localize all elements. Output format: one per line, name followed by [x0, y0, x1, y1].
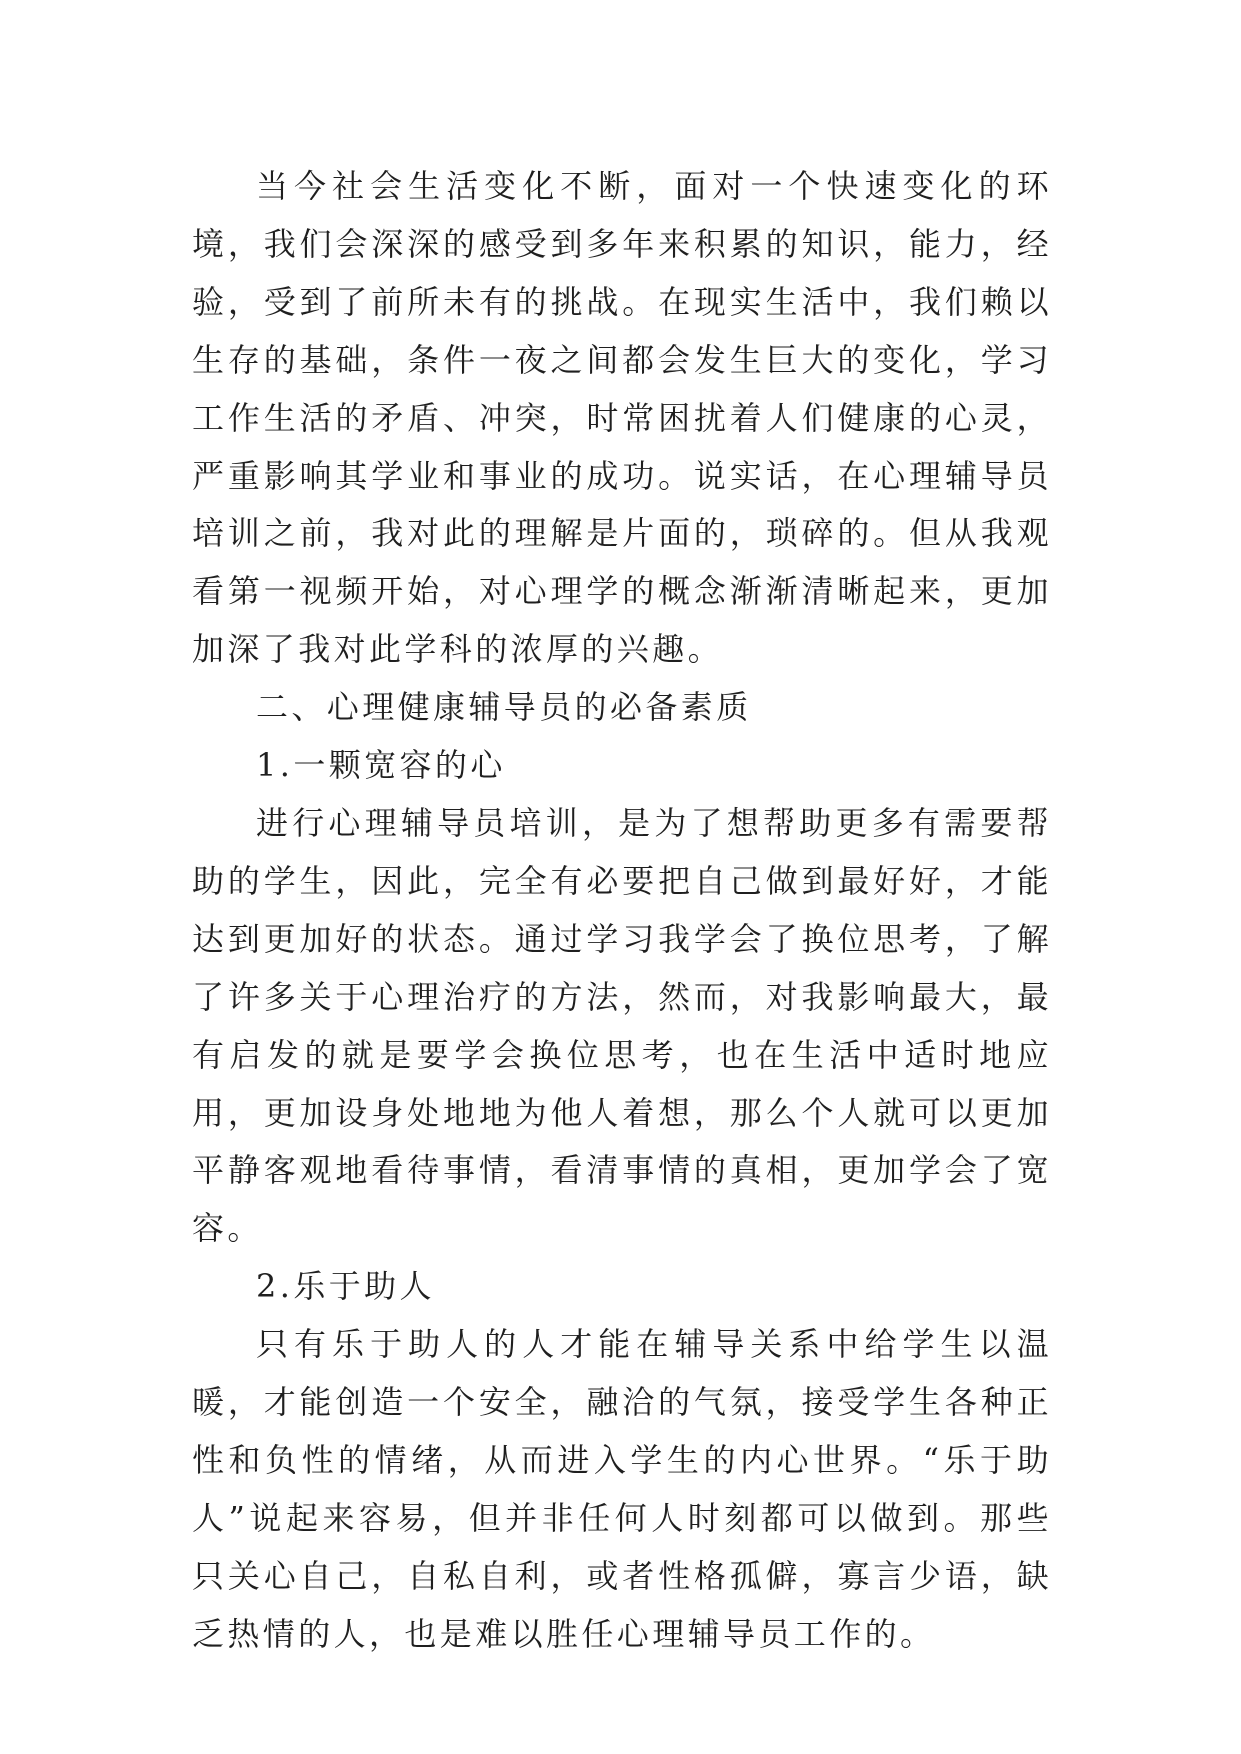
section-heading: 二、心理健康辅导员的必备素质	[256, 688, 752, 727]
document-body	[192, 158, 1052, 1664]
intro-paragraph: 当今社会生活变化不断，面对一个快速变化的环境，我们会深深的感受到多年来积累的知识，能力，经验，受到了前所未有的挑战。在现实生活中，我们赖以生存的基础，条件一夜之间都会发生巨大的变化，学习工作生活的矛盾、冲突，时常困扰着人们健康的心灵，严重影响其学业和事业的成功。说实话，在心理辅导员培训之前，我对此的理解是片面的，琐碎的。但从我观看第一视频开始，对心理学的概念渐渐清晰起来，更加加深了我对此学科的浓厚的兴趣。	[192, 167, 1052, 669]
subsection-heading-2: 2.乐于助人	[256, 1267, 435, 1306]
subsection-1-paragraph: 进行心理辅导员培训，是为了想帮助更多有需要帮助的学生，因此，完全有必要把自己做到最好好，才能达到更加好的状态。通过学习我学会了换位思考，了解了许多关于心理治疗的方法，然而，对我影响最大，最有启发的就是要学会换位思考，也在生活中适时地应用，更加设身处地地为他人着想，那么个人就可以更加平静客观地看待事情，看清事情的真相，更加学会了宽容。	[192, 803, 1052, 1248]
subsection-2-paragraph: 只有乐于助人的人才能在辅导关系中给学生以温暖，才能创造一个安全，融洽的气氛，接受学生各种正性和负性的情绪，从而进入学生的内心世界。“乐于助人”说起来容易，但并非任何人时刻都可以做到。那些只关心自己，自私自利，或者性格孤僻，寡言少语，缺乏热情的人，也是难以胜任心理辅导员工作的。	[192, 1325, 1052, 1653]
subsection-heading-1: 1.一颗宽容的心	[256, 746, 506, 785]
